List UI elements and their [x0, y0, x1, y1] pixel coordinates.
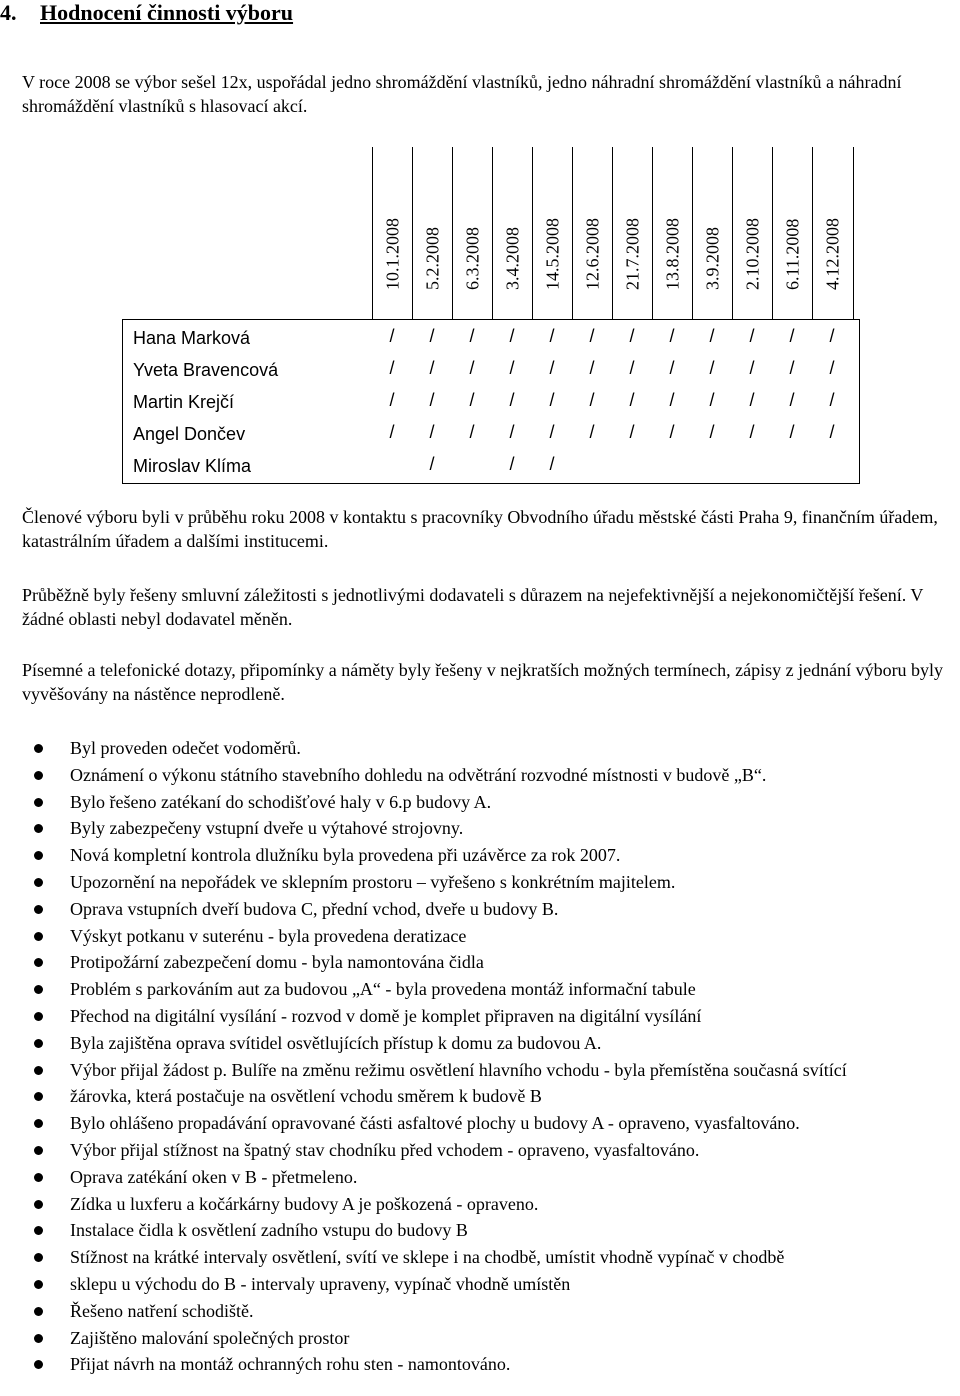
list-item: Zajištěno malování společných prostor — [30, 1325, 955, 1352]
member-name: Angel Dončev — [133, 424, 246, 444]
member-name: Hana Marková — [133, 328, 251, 348]
attendance-mark: / — [709, 326, 715, 346]
task-list — [30, 735, 955, 1378]
date-label: 21.7.2008 — [622, 218, 643, 290]
attendance-table — [122, 147, 860, 484]
attendance-mark: / — [709, 422, 715, 442]
attendance-mark: / — [429, 422, 435, 442]
list-item: Oznámení o výkonu státního stavebního dohledu na odvětrání rozvodné místnosti v budově „B“. — [30, 762, 955, 789]
date-header — [572, 147, 613, 319]
date-label: 5.2.2008 — [422, 227, 443, 290]
date-header — [732, 147, 773, 319]
list-item: Zídka u luxferu a kočárkárny budovy A je poškozená - opraveno. — [30, 1191, 955, 1218]
member-name: Yveta Bravencová — [133, 360, 279, 380]
attendance-mark: / — [469, 358, 475, 378]
member-row — [123, 420, 859, 452]
date-label: 6.11.2008 — [782, 218, 803, 290]
list-item: Byla zajištěna oprava svítidel osvětlujících přístup k domu za budovou A. — [30, 1030, 955, 1057]
attendance-mark: / — [389, 422, 395, 442]
inquiries-paragraph: Písemné a telefonické dotazy, připomínky a náměty byly řešeny v nejkratších možných termínech, zápisy z jednání výboru byly vyvěšovány na nástěnce neprodleně. — [22, 660, 944, 704]
list-item: Problém s parkováním aut za budovou „A“ - byla provedena montáž informační tabule — [30, 976, 955, 1003]
attendance-mark: / — [469, 422, 475, 442]
attendance-mark: / — [549, 390, 555, 410]
attendance-mark: / — [389, 326, 395, 346]
list-item: Nová kompletní kontrola dlužníku byla provedena při uzávěrce za rok 2007. — [30, 842, 955, 869]
intro-paragraph: V roce 2008 se výbor sešel 12x, uspořádal jedno shromáždění vlastníků, jedno náhradní shromáždění vlastníků a náhradní shromáždění vlastníků s hlasovací akcí. — [22, 72, 902, 116]
contacts-paragraph: Členové výboru byli v průběhu roku 2008 v kontaktu s pracovníky Obvodního úřadu městské části Praha 9, finančním úřadem, katastrálním úřadem a dalšími institucemi. — [22, 507, 938, 551]
date-header — [452, 147, 493, 319]
date-label: 14.5.2008 — [542, 218, 563, 290]
attendance-mark: / — [829, 326, 835, 346]
attendance-mark: / — [749, 422, 755, 442]
list-item: sklepu u východu do B - intervaly upraveny, vypínač vhodně umístěn — [30, 1271, 955, 1298]
date-label: 2.10.2008 — [742, 218, 763, 290]
member-name: Martin Krejčí — [133, 392, 235, 412]
date-label: 12.6.2008 — [582, 218, 603, 290]
list-item: Bylo řešeno zatékaní do schodišťové haly v 6.p budovy A. — [30, 789, 955, 816]
attendance-mark: / — [789, 422, 795, 442]
attendance-mark: / — [469, 390, 475, 410]
attendance-mark: / — [429, 326, 435, 346]
member-row — [123, 356, 859, 388]
list-item: Výskyt potkanu v suterénu - byla provedena deratizace — [30, 923, 955, 950]
section-title: Hodnocení činnosti výboru — [40, 0, 294, 25]
date-label: 13.8.2008 — [662, 218, 683, 290]
date-header — [652, 147, 693, 319]
date-label: 3.4.2008 — [502, 227, 523, 290]
attendance-mark: / — [669, 358, 675, 378]
date-label: 3.9.2008 — [702, 227, 723, 290]
attendance-mark: / — [709, 358, 715, 378]
attendance-mark: / — [549, 454, 555, 474]
list-item: Řešeno natření schodiště. — [30, 1298, 955, 1325]
attendance-mark: / — [589, 326, 595, 346]
member-row — [123, 452, 859, 484]
attendance-mark: / — [589, 390, 595, 410]
attendance-mark: / — [509, 422, 515, 442]
attendance-mark: / — [549, 358, 555, 378]
attendance-mark: / — [789, 358, 795, 378]
attendance-mark: / — [589, 422, 595, 442]
date-header — [492, 147, 533, 319]
attendance-mark: / — [629, 358, 635, 378]
attendance-mark: / — [669, 390, 675, 410]
attendance-mark: / — [829, 422, 835, 442]
list-item: Oprava zatékání oken v B - přetmeleno. — [30, 1164, 955, 1191]
attendance-mark: / — [509, 454, 515, 474]
attendance-mark: / — [749, 326, 755, 346]
list-item: Byl proveden odečet vodoměrů. — [30, 735, 955, 762]
attendance-mark: / — [549, 326, 555, 346]
attendance-mark: / — [629, 390, 635, 410]
member-row — [123, 388, 859, 420]
attendance-mark: / — [469, 326, 475, 346]
attendance-mark: / — [749, 358, 755, 378]
date-header — [612, 147, 653, 319]
list-item: Přijat návrh na montáž ochranných rohu sten - namontováno. — [30, 1351, 955, 1378]
attendance-mark: / — [509, 358, 515, 378]
attendance-mark: / — [829, 358, 835, 378]
date-label: 4.12.2008 — [822, 218, 843, 290]
date-header — [812, 147, 854, 319]
list-item: Oprava vstupních dveří budova C, přední vchod, dveře u budovy B. — [30, 896, 955, 923]
date-label: 6.3.2008 — [462, 227, 483, 290]
list-item: žárovka, která postačuje na osvětlení vchodu směrem k budově B — [30, 1083, 955, 1110]
list-item: Výbor přijal stížnost na špatný stav chodníku před vchodem - opraveno, vyasfaltováno. — [30, 1137, 955, 1164]
member-name: Miroslav Klíma — [133, 456, 252, 476]
attendance-mark: / — [789, 390, 795, 410]
attendance-mark: / — [829, 390, 835, 410]
list-item: Přechod na digitální vysílání - rozvod v domě je komplet připraven na digitální vysílání — [30, 1003, 955, 1030]
attendance-mark: / — [789, 326, 795, 346]
list-item: Výbor přijal žádost p. Bulíře na změnu režimu osvětlení hlavního vchodu - byla přemístěna současná svítící — [30, 1057, 955, 1084]
attendance-mark: / — [389, 358, 395, 378]
attendance-mark: / — [709, 390, 715, 410]
section-heading — [0, 0, 293, 26]
attendance-mark: / — [429, 358, 435, 378]
attendance-mark: / — [509, 326, 515, 346]
date-header — [372, 147, 413, 319]
date-label: 10.1.2008 — [382, 218, 403, 290]
attendance-mark: / — [629, 422, 635, 442]
attendance-mark: / — [389, 390, 395, 410]
suppliers-paragraph: Průběžně byly řešeny smluvní záležitosti s jednotlivými dodavateli s důrazem na nejefektivnější a nejekonomičtější řešení. V žádné oblasti nebyl dodavatel měněn. — [22, 585, 924, 629]
attendance-mark: / — [429, 390, 435, 410]
attendance-mark: / — [669, 422, 675, 442]
member-row — [123, 324, 859, 356]
date-header — [692, 147, 733, 319]
list-item: Stížnost na krátké intervaly osvětlení, svítí ve sklepe i na chodbě, umístit vhodně vypínač v chodbě — [30, 1244, 955, 1271]
attendance-mark: / — [669, 326, 675, 346]
attendance-mark: / — [589, 358, 595, 378]
attendance-mark: / — [429, 454, 435, 474]
section-number: 4. — [0, 0, 17, 25]
attendance-mark: / — [629, 326, 635, 346]
attendance-mark: / — [509, 390, 515, 410]
attendance-grid — [122, 319, 860, 484]
attendance-mark: / — [749, 390, 755, 410]
list-item: Instalace čidla k osvětlení zadního vstupu do budovy B — [30, 1217, 955, 1244]
attendance-mark: / — [549, 422, 555, 442]
date-header — [772, 147, 813, 319]
date-header — [412, 147, 453, 319]
list-item: Bylo ohlášeno propadávání opravované části asfaltové plochy u budovy A - opraveno, vyasfaltováno. — [30, 1110, 955, 1137]
list-item: Protipožární zabezpečení domu - byla namontována čidla — [30, 949, 955, 976]
date-header — [532, 147, 573, 319]
list-item: Upozornění na nepořádek ve sklepním prostoru – vyřešeno s konkrétním majitelem. — [30, 869, 955, 896]
list-item: Byly zabezpečeny vstupní dveře u výtahové strojovny. — [30, 815, 955, 842]
